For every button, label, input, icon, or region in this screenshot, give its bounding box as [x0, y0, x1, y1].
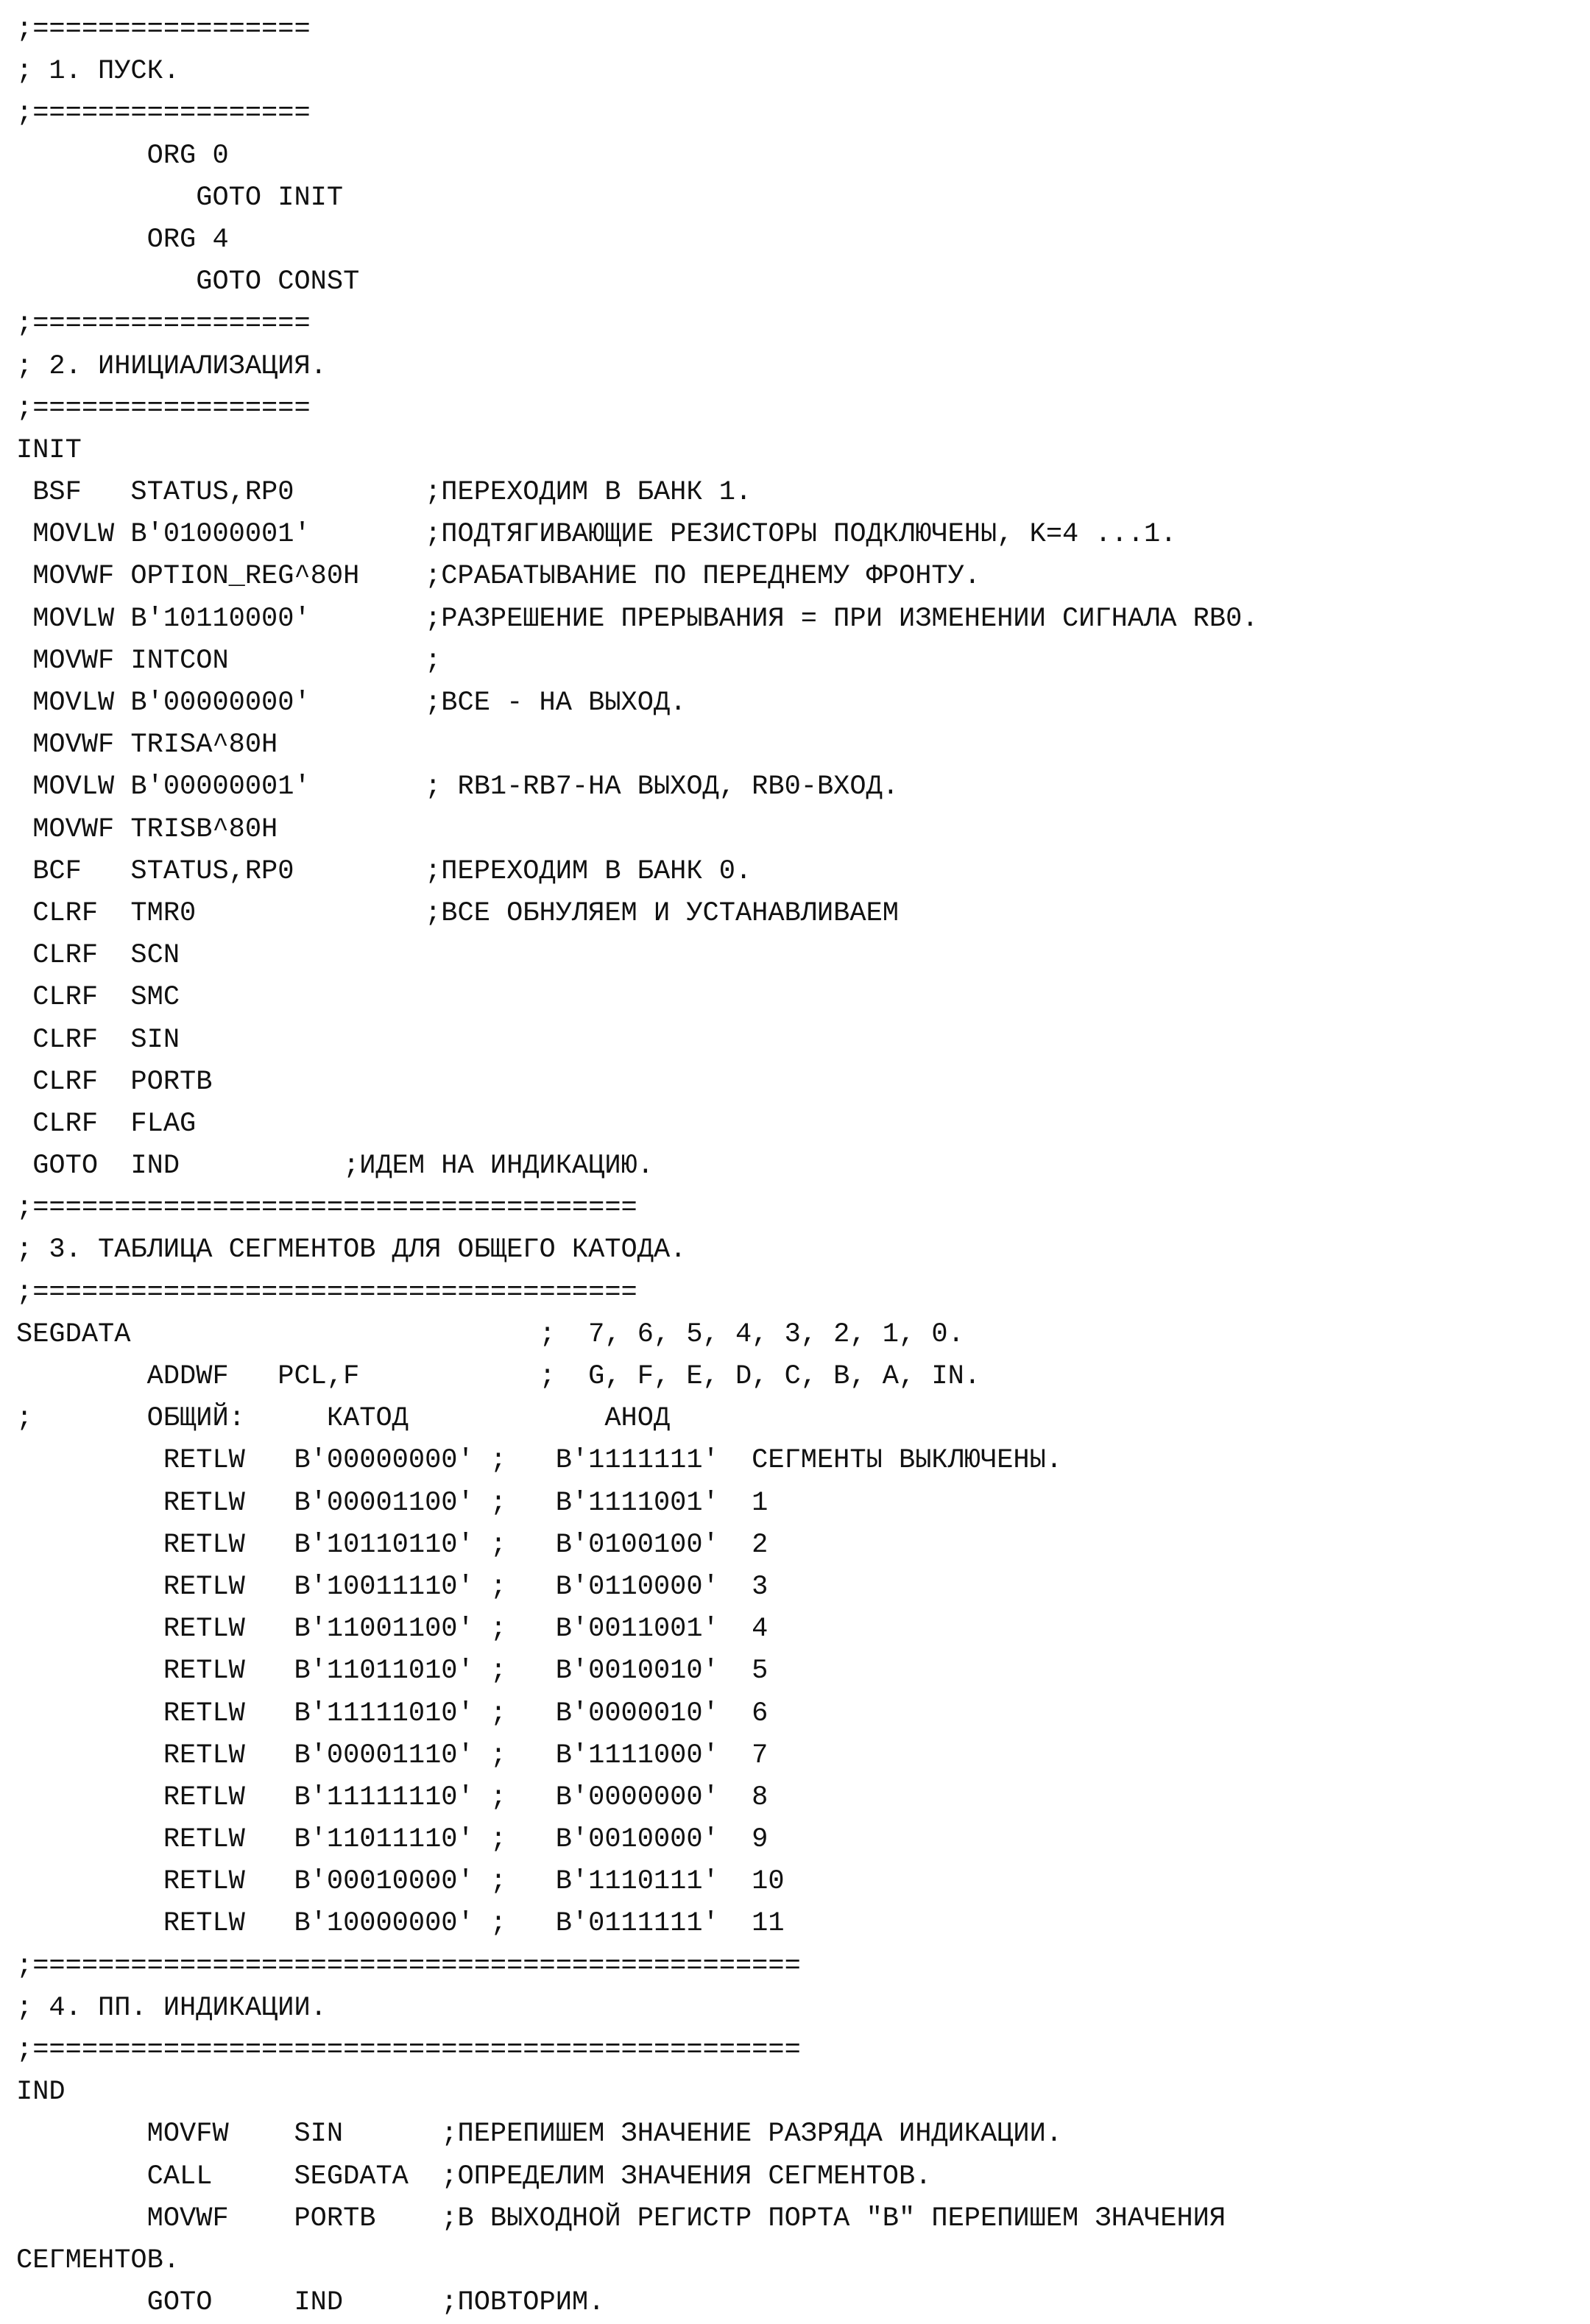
code-line: CLRF SCN [16, 940, 180, 972]
code-line: RETLW B'00010000' ; B'1110111' 10 [16, 1866, 785, 1898]
code-line: MOVLW B'10110000' ;РАЗРЕШЕНИЕ ПРЕРЫВАНИЯ = ПРИ ИЗМЕНЕНИИ СИГНАЛА RB0. [16, 603, 1259, 635]
code-line: MOVWF PORTB ;В ВЫХОДНОЙ РЕГИСТР ПОРТА "В" ПЕРЕПИШЕМ ЗНАЧЕНИЯ [16, 2203, 1226, 2234]
code-line: ; 4. ПП. ИНДИКАЦИИ. [16, 1992, 327, 2024]
code-line: MOVWF OPTION_REG^80H ;СРАБАТЫВАНИЕ ПО ПЕРЕДНЕМУ ФРОНТУ. [16, 561, 981, 593]
code-line: CLRF SIN [16, 1024, 180, 1056]
code-line: RETLW B'00001110' ; B'1111000' 7 [16, 1740, 768, 1771]
code-line: RETLW B'10011110' ; B'0110000' 3 [16, 1571, 768, 1603]
code-line: GOTO IND ;ИДЕМ НА ИНДИКАЦИЮ. [16, 1151, 654, 1182]
code-line: MOVLW B'01000001' ;ПОДТЯГИВАЮЩИЕ РЕЗИСТОРЫ ПОДКЛЮЧЕНЫ, K=4 ...1. [16, 519, 1177, 551]
code-line: ; 2. ИНИЦИАЛИЗАЦИЯ. [16, 350, 327, 382]
code-line: MOVWF INTCON ; [16, 645, 442, 677]
code-line: GOTO INIT [16, 182, 344, 213]
code-line: MOVWF TRISA^80H [16, 730, 278, 761]
code-line: SEGDATA ; 7, 6, 5, 4, 3, 2, 1, 0. [16, 1318, 964, 1350]
code-line: RETLW B'00000000' ; B'1111111' СЕГМЕНТЫ ВЫКЛЮЧЕНЫ. [16, 1445, 1063, 1477]
code-line: CLRF TMR0 ;ВСЕ ОБНУЛЯЕМ И УСТАНАВЛИВАЕМ [16, 897, 899, 929]
code-line: MOVLW B'00000000' ;ВСЕ - НА ВЫХОД. [16, 688, 687, 718]
code-line: CLRF FLAG [16, 1108, 197, 1140]
code-line: ; 3. ТАБЛИЦА СЕГМЕНТОВ ДЛЯ ОБЩЕГО КАТОДА. [16, 1235, 687, 1266]
code-line: CLRF SMC [16, 982, 180, 1014]
code-line: RETLW B'00001100' ; B'1111001' 1 [16, 1487, 768, 1519]
code-line: ;=============================================== [16, 2035, 801, 2066]
code-line: ;================= [16, 308, 311, 340]
code-line: ;===================================== [16, 1193, 637, 1224]
code-line: INIT [16, 434, 82, 466]
assembly-listing [16, 9, 1577, 2324]
code-line: ;================= [16, 14, 311, 45]
code-line: ;=============================================== [16, 1950, 801, 1982]
code-line: ;===================================== [16, 1276, 637, 1308]
code-line: RETLW B'11001100' ; B'0011001' 4 [16, 1614, 768, 1645]
code-line: MOVFW SIN ;ПЕРЕПИШЕМ ЗНАЧЕНИЕ РАЗРЯДА ИНДИКАЦИИ. [16, 2119, 1063, 2150]
code-line: GOTO IND ;ПОВТОРИМ. [16, 2287, 605, 2319]
code-line: ORG 4 [16, 224, 229, 255]
code-line: MOVWF TRISB^80H [16, 813, 278, 845]
code-line: ORG 0 [16, 140, 229, 172]
code-line: RETLW B'10110110' ; B'0100100' 2 [16, 1529, 768, 1561]
code-line: BCF STATUS,RP0 ;ПЕРЕХОДИМ В БАНК 0. [16, 855, 752, 887]
code-line: CALL SEGDATA ;ОПРЕДЕЛИМ ЗНАЧЕНИЯ СЕГМЕНТОВ. [16, 2161, 932, 2192]
code-line: RETLW B'11011110' ; B'0010000' 9 [16, 1824, 768, 1856]
code-line: ; 1. ПУСК. [16, 56, 180, 88]
code-line: RETLW B'11011010' ; B'0010010' 5 [16, 1656, 768, 1687]
code-line: MOVLW B'00000001' ; RB1-RB7-НА ВЫХОД, RB0-ВХОД. [16, 771, 899, 803]
code-line: СЕГМЕНТОВ. [16, 2244, 180, 2276]
code-line: IND [16, 2077, 66, 2108]
code-line: RETLW B'11111010' ; B'0000010' 6 [16, 1698, 768, 1729]
code-line: ; ОБЩИЙ: КАТОД АНОД [16, 1403, 671, 1435]
code-line: GOTO CONST [16, 266, 360, 298]
code-line: ADDWF PCL,F ; G, F, E, D, C, B, A, IN. [16, 1361, 981, 1392]
code-line: ;================= [16, 392, 311, 424]
code-line: BSF STATUS,RP0 ;ПЕРЕХОДИМ В БАНК 1. [16, 477, 752, 509]
code-line: RETLW B'11111110' ; B'0000000' 8 [16, 1781, 768, 1813]
code-line: RETLW B'10000000' ; B'0111111' 11 [16, 1908, 785, 1940]
code-line: CLRF PORTB [16, 1066, 213, 1098]
code-line: ;================= [16, 98, 311, 130]
